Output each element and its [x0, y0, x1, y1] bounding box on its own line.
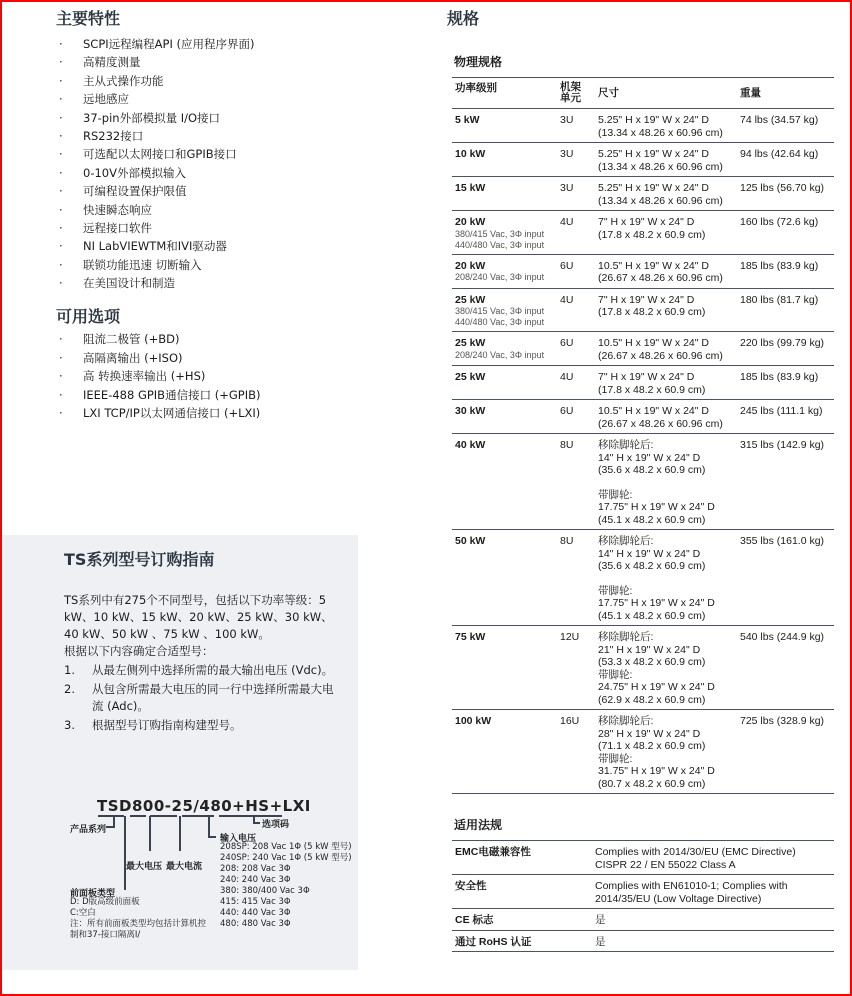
- regulation-line: 是: [595, 935, 606, 948]
- feature-item: · 可选配以太网接口和GPIB接口: [56, 145, 356, 163]
- weight: 185 lbs (83.9 kg): [740, 371, 819, 383]
- dimension-line: 7" H x 19" W x 24" D: [598, 293, 695, 306]
- physical-specs-table: [452, 77, 834, 794]
- guide-title: TS系列型号订购指南: [64, 550, 215, 569]
- dimension-line: (17.8 x 48.2 x 60.9 cm): [598, 383, 706, 396]
- dimension-line: 带脚轮:: [598, 488, 633, 501]
- table-row: [452, 254, 834, 288]
- dimension-line: 移除脚轮后:: [598, 631, 654, 643]
- dimension-line: (71.1 x 48.2 x 60.9 cm): [598, 740, 706, 752]
- weight: 245 lbs (111.1 kg): [740, 405, 823, 417]
- dimension-line: (17.8 x 48.2 x 60.9 cm): [598, 228, 706, 241]
- feature-item: · RS232接口: [56, 127, 356, 145]
- panel-type-option: 注：所有前面板类型均包括计算机控制和37-接口隔离I/: [70, 919, 207, 940]
- option-code-label: 选项码: [262, 820, 290, 830]
- dimension-line: 24.75" H x 19" W x 24" D: [598, 681, 715, 693]
- ordering-guide-panel: [2, 535, 358, 970]
- left-column: [56, 6, 356, 422]
- dimension-line: (80.7 x 48.2 x 60.9 cm): [598, 777, 706, 790]
- dimension-line: 10.5" H x 19" W x 24" D: [598, 337, 709, 349]
- step-number: 1.: [64, 663, 75, 677]
- rack-units: 16U: [560, 715, 580, 727]
- regulation-row: [452, 875, 834, 909]
- input-note: 208/240 Vac, 3Φ input: [455, 272, 545, 282]
- table-header: [452, 78, 834, 109]
- power-level: 25 kW: [455, 371, 486, 383]
- dimension-line: 带脚轮:: [598, 668, 633, 681]
- power-level: 75 kW: [455, 631, 486, 643]
- dimensions-cell: [595, 211, 737, 255]
- input-note: 380/415 Vac, 3Φ input: [455, 306, 545, 316]
- step-text: 从包含所需最大电压的同一行中选择所需最大电流 (Adc)。: [92, 682, 334, 713]
- feature-item: · 远地感应: [56, 90, 356, 108]
- feature-item: · 联锁功能迅速 切断输入: [56, 256, 356, 274]
- input-voltage-option: 480: 480 Vac 3Φ: [220, 919, 291, 929]
- option-item: · 高隔离输出 (+ISO): [56, 349, 356, 367]
- table-row: [452, 434, 834, 530]
- weight: 94 lbs (42.64 kg): [740, 148, 819, 160]
- dimension-line: (17.8 x 48.2 x 60.9 cm): [598, 306, 706, 318]
- table-row: [452, 626, 834, 710]
- power-cell: [452, 143, 557, 177]
- guide-lead: 根据以下内容确定合适型号：: [64, 644, 214, 658]
- rack-units: 6U: [560, 259, 574, 272]
- dimension-line: (26.67 x 48.26 x 60.96 cm): [598, 417, 723, 430]
- feature-item: · 高精度测量: [56, 53, 356, 71]
- input-voltage-label: 输入电压: [220, 834, 257, 844]
- power-cell: [452, 710, 557, 794]
- input-voltage-option: 380: 380/400 Vac 3Φ: [220, 886, 310, 896]
- power-level: 5 kW: [455, 114, 480, 126]
- power-cell: [452, 530, 557, 626]
- feature-item: · 0-10V外部模拟输入: [56, 164, 356, 182]
- dimension-line: (45.1 x 48.2 x 60.9 cm): [598, 513, 706, 526]
- power-level: 20 kW: [455, 259, 486, 272]
- dimension-line: 14" H x 19" W x 24" D: [598, 451, 701, 464]
- power-level: 30 kW: [455, 405, 486, 417]
- weight: 315 lbs (142.9 kg): [740, 439, 825, 451]
- dimension-line: 31.75" H x 19" W x 24" D: [598, 765, 715, 777]
- regulation-line: CISPR 22 / EN 55022 Class A: [595, 858, 736, 871]
- input-note: 440/480 Vac, 3Φ input: [455, 239, 545, 250]
- spacer: [598, 573, 734, 585]
- table-row: [452, 400, 834, 434]
- dimension-line: 5.25" H x 19" W x 24" D: [598, 182, 709, 194]
- regulation-line: 是: [595, 914, 606, 926]
- dimension-line: 17.75" H x 19" W x 24" D: [598, 597, 715, 609]
- dimension-line: 10.5" H x 19" W x 24" D: [598, 405, 709, 417]
- input-note: 380/415 Vac, 3Φ input: [455, 228, 545, 239]
- dimension-line: (26.67 x 48.26 x 60.96 cm): [598, 272, 723, 284]
- power-cell: [452, 434, 557, 530]
- dimension-line: (53.3 x 48.2 x 60.9 cm): [598, 656, 706, 668]
- power-cell: [452, 254, 557, 288]
- header-dimensions: 尺寸: [598, 86, 619, 99]
- step-text: 从最左侧列中选择所需的最大输出电压 (Vdc)。: [92, 663, 334, 677]
- power-cell: [452, 177, 557, 211]
- feature-item: · SCPI远程编程API (应用程序界面): [56, 35, 356, 53]
- dimension-line: 移除脚轮后:: [598, 535, 654, 547]
- dimensions-cell: [595, 177, 737, 211]
- regulation-line: Complies with 2014/30/EU (EMC Directive): [595, 846, 796, 858]
- table-row: [452, 177, 834, 211]
- table-row: [452, 211, 834, 255]
- power-level: 25 kW: [455, 293, 486, 306]
- model-number-example: TSD800-25/480+HS+LXI: [97, 797, 311, 815]
- input-voltage-option: 240: 240 Vac 3Φ: [220, 875, 291, 885]
- dimensions-cell: [595, 143, 737, 177]
- physical-specs-title: 物理规格: [454, 55, 503, 69]
- input-voltage-option: 208SP: 208 Vac 1Φ (5 kW 型号): [220, 842, 352, 852]
- step-number: 2.: [64, 682, 75, 696]
- options-title: 可用选项: [56, 307, 121, 327]
- power-cell: [452, 211, 557, 255]
- regulation-line: Complies with EN61010-1; Complies with: [595, 880, 788, 892]
- rack-units: 4U: [560, 216, 574, 228]
- dimension-line: (13.34 x 48.26 x 60.96 cm): [598, 160, 723, 173]
- power-level: 100 kW: [455, 715, 492, 727]
- table-row: [452, 109, 834, 143]
- dimension-line: (26.67 x 48.26 x 60.96 cm): [598, 349, 723, 362]
- rack-units: 12U: [560, 631, 580, 643]
- weight: 180 lbs (81.7 kg): [740, 293, 819, 306]
- dimension-line: 移除脚轮后:: [598, 715, 654, 727]
- power-cell: [452, 332, 557, 366]
- series-label: 产品系列: [70, 825, 107, 835]
- regulation-row: [452, 909, 834, 931]
- regulation-line: 2014/35/EU (Low Voltage Directive): [595, 892, 762, 905]
- max-current-label: 最大电流: [166, 862, 203, 872]
- dimension-line: 14" H x 19" W x 24" D: [598, 547, 701, 560]
- dimension-line: (35.6 x 48.2 x 60.9 cm): [598, 464, 706, 476]
- weight: 220 lbs (99.79 kg): [740, 337, 825, 349]
- dimension-line: (13.34 x 48.26 x 60.96 cm): [598, 126, 723, 139]
- power-cell: [452, 400, 557, 434]
- dimension-line: 28" H x 19" W x 24" D: [598, 727, 701, 740]
- table-row: [452, 288, 834, 332]
- dimensions-cell: [595, 332, 737, 366]
- dimension-line: 5.25" H x 19" W x 24" D: [598, 114, 709, 126]
- panel-type-list: [70, 897, 210, 941]
- regulation-row: [452, 841, 834, 875]
- table-row: [452, 366, 834, 400]
- table-row: [452, 530, 834, 626]
- rack-units: 4U: [560, 293, 574, 306]
- dimension-line: (13.34 x 48.26 x 60.96 cm): [598, 194, 723, 207]
- header-weight: 重量: [740, 86, 761, 99]
- panel-type-option: D: D版高级前面板: [70, 897, 140, 907]
- feature-item: · 可编程设置保护限值: [56, 182, 356, 200]
- input-voltage-list: [220, 842, 352, 930]
- rack-units: 6U: [560, 337, 574, 349]
- dimension-line: 带脚轮:: [598, 752, 633, 765]
- rack-units: 8U: [560, 535, 574, 547]
- regulation-row: [452, 930, 834, 952]
- dimensions-cell: [595, 254, 737, 288]
- rack-units: 6U: [560, 405, 574, 417]
- option-item: · IEEE-488 GPIB通信接口 (+GPIB): [56, 386, 356, 404]
- step-number: 3.: [64, 718, 75, 732]
- regulation-value: [592, 875, 834, 909]
- input-voltage-option: 415: 415 Vac 3Φ: [220, 897, 291, 907]
- regulation-name: 安全性: [455, 880, 487, 892]
- feature-item: · 主从式操作功能: [56, 72, 356, 90]
- feature-item: · 在美国设计和制造: [56, 274, 356, 292]
- feature-item: · NI LabVIEWTM和IVI驱动器: [56, 237, 356, 255]
- dimension-line: 21" H x 19" W x 24" D: [598, 643, 701, 656]
- power-level: 15 kW: [455, 182, 486, 194]
- rack-units: 3U: [560, 148, 574, 160]
- panel-type-label: 前面板类型: [70, 889, 116, 899]
- dimensions-cell: [595, 530, 737, 626]
- dimension-line: 10.5" H x 19" W x 24" D: [598, 259, 709, 272]
- input-voltage-option: 440: 440 Vac 3Φ: [220, 908, 291, 918]
- options-list: [56, 330, 356, 422]
- weight: 540 lbs (244.9 kg): [740, 631, 825, 643]
- regulation-value: [592, 909, 834, 931]
- dimension-line: (45.1 x 48.2 x 60.9 cm): [598, 609, 706, 622]
- features-title: 主要特性: [56, 9, 121, 28]
- regulation-name: 通过 RoHS 认证: [455, 935, 532, 948]
- dimension-line: 7" H x 19" W x 24" D: [598, 216, 695, 228]
- input-note: 440/480 Vac, 3Φ input: [455, 317, 545, 327]
- rack-units: 8U: [560, 439, 574, 451]
- regulation-value: [592, 930, 834, 952]
- dimensions-cell: [595, 710, 737, 794]
- feature-item: · 37-pin外部模拟量 I/O接口: [56, 109, 356, 127]
- table-row: [452, 710, 834, 794]
- dimension-line: 带脚轮:: [598, 584, 633, 597]
- power-cell: [452, 366, 557, 400]
- specs-title: 规格: [447, 9, 480, 28]
- weight: 185 lbs (83.9 kg): [740, 259, 819, 272]
- panel-type-option: C:空白: [70, 908, 96, 918]
- dimensions-cell: [595, 109, 737, 143]
- power-cell: [452, 109, 557, 143]
- rack-units: 4U: [560, 371, 574, 383]
- regulations-title: 适用法规: [454, 818, 503, 832]
- input-note: 208/240 Vac, 3Φ input: [455, 349, 545, 360]
- step-text: 根据型号订购指南构建型号。: [92, 718, 242, 732]
- power-level: 40 kW: [455, 439, 486, 451]
- guide-intro: TS系列中有275个不同型号，包括以下功率等级：5 kW、10 kW、15 kW、20 kW、25 kW、30 kW、40 kW、50 kW 、75 kW 、100 kW。: [64, 593, 333, 641]
- dimensions-cell: [595, 400, 737, 434]
- regulation-value: [592, 841, 834, 875]
- input-voltage-option: 208: 208 Vac 3Φ: [220, 864, 291, 874]
- power-cell: [452, 288, 557, 332]
- spacer: [598, 477, 734, 489]
- option-item: · 阻流二极管 (+BD): [56, 330, 356, 348]
- power-level: 50 kW: [455, 535, 486, 547]
- power-level: 20 kW: [455, 216, 486, 228]
- dimension-line: 5.25" H x 19" W x 24" D: [598, 148, 709, 160]
- power-cell: [452, 626, 557, 710]
- dimensions-cell: [595, 288, 737, 332]
- table-row: [452, 143, 834, 177]
- feature-item: · 远程接口软件: [56, 219, 356, 237]
- power-level: 10 kW: [455, 148, 486, 160]
- power-level: 25 kW: [455, 337, 486, 349]
- regulations-table: [452, 840, 834, 952]
- weight: 125 lbs (56.70 kg): [740, 182, 825, 194]
- table-row: [452, 332, 834, 366]
- option-item: · LXI TCP/IP以太网通信接口 (+LXI): [56, 404, 356, 422]
- option-item: · 高 转换速率输出 (+HS): [56, 367, 356, 385]
- dimension-line: (35.6 x 48.2 x 60.9 cm): [598, 560, 706, 572]
- regulation-name: CE 标志: [455, 914, 494, 926]
- weight: 160 lbs (72.6 kg): [740, 216, 819, 228]
- specs-column: [447, 6, 839, 952]
- dimension-line: 7" H x 19" W x 24" D: [598, 371, 695, 383]
- regulation-name: EMC电磁兼容性: [455, 846, 531, 858]
- rack-units: 3U: [560, 182, 574, 194]
- dimension-line: 17.75" H x 19" W x 24" D: [598, 501, 715, 513]
- max-voltage-label: 最大电压: [126, 862, 163, 872]
- input-voltage-option: 240SP: 240 Vac 1Φ (5 kW 型号): [220, 853, 352, 863]
- dimensions-cell: [595, 434, 737, 530]
- header-rack: 机架单元: [560, 81, 581, 104]
- dimensions-cell: [595, 626, 737, 710]
- weight: 74 lbs (34.57 kg): [740, 114, 819, 126]
- rack-units: 3U: [560, 114, 574, 126]
- header-power: 功率级别: [455, 82, 497, 94]
- features-list: [56, 35, 356, 292]
- dimension-line: 移除脚轮后:: [598, 439, 654, 451]
- dimensions-cell: [595, 366, 737, 400]
- feature-item: · 快速瞬态响应: [56, 201, 356, 219]
- weight: 725 lbs (328.9 kg): [740, 715, 825, 727]
- dimension-line: (62.9 x 48.2 x 60.9 cm): [598, 693, 706, 706]
- weight: 355 lbs (161.0 kg): [740, 535, 825, 547]
